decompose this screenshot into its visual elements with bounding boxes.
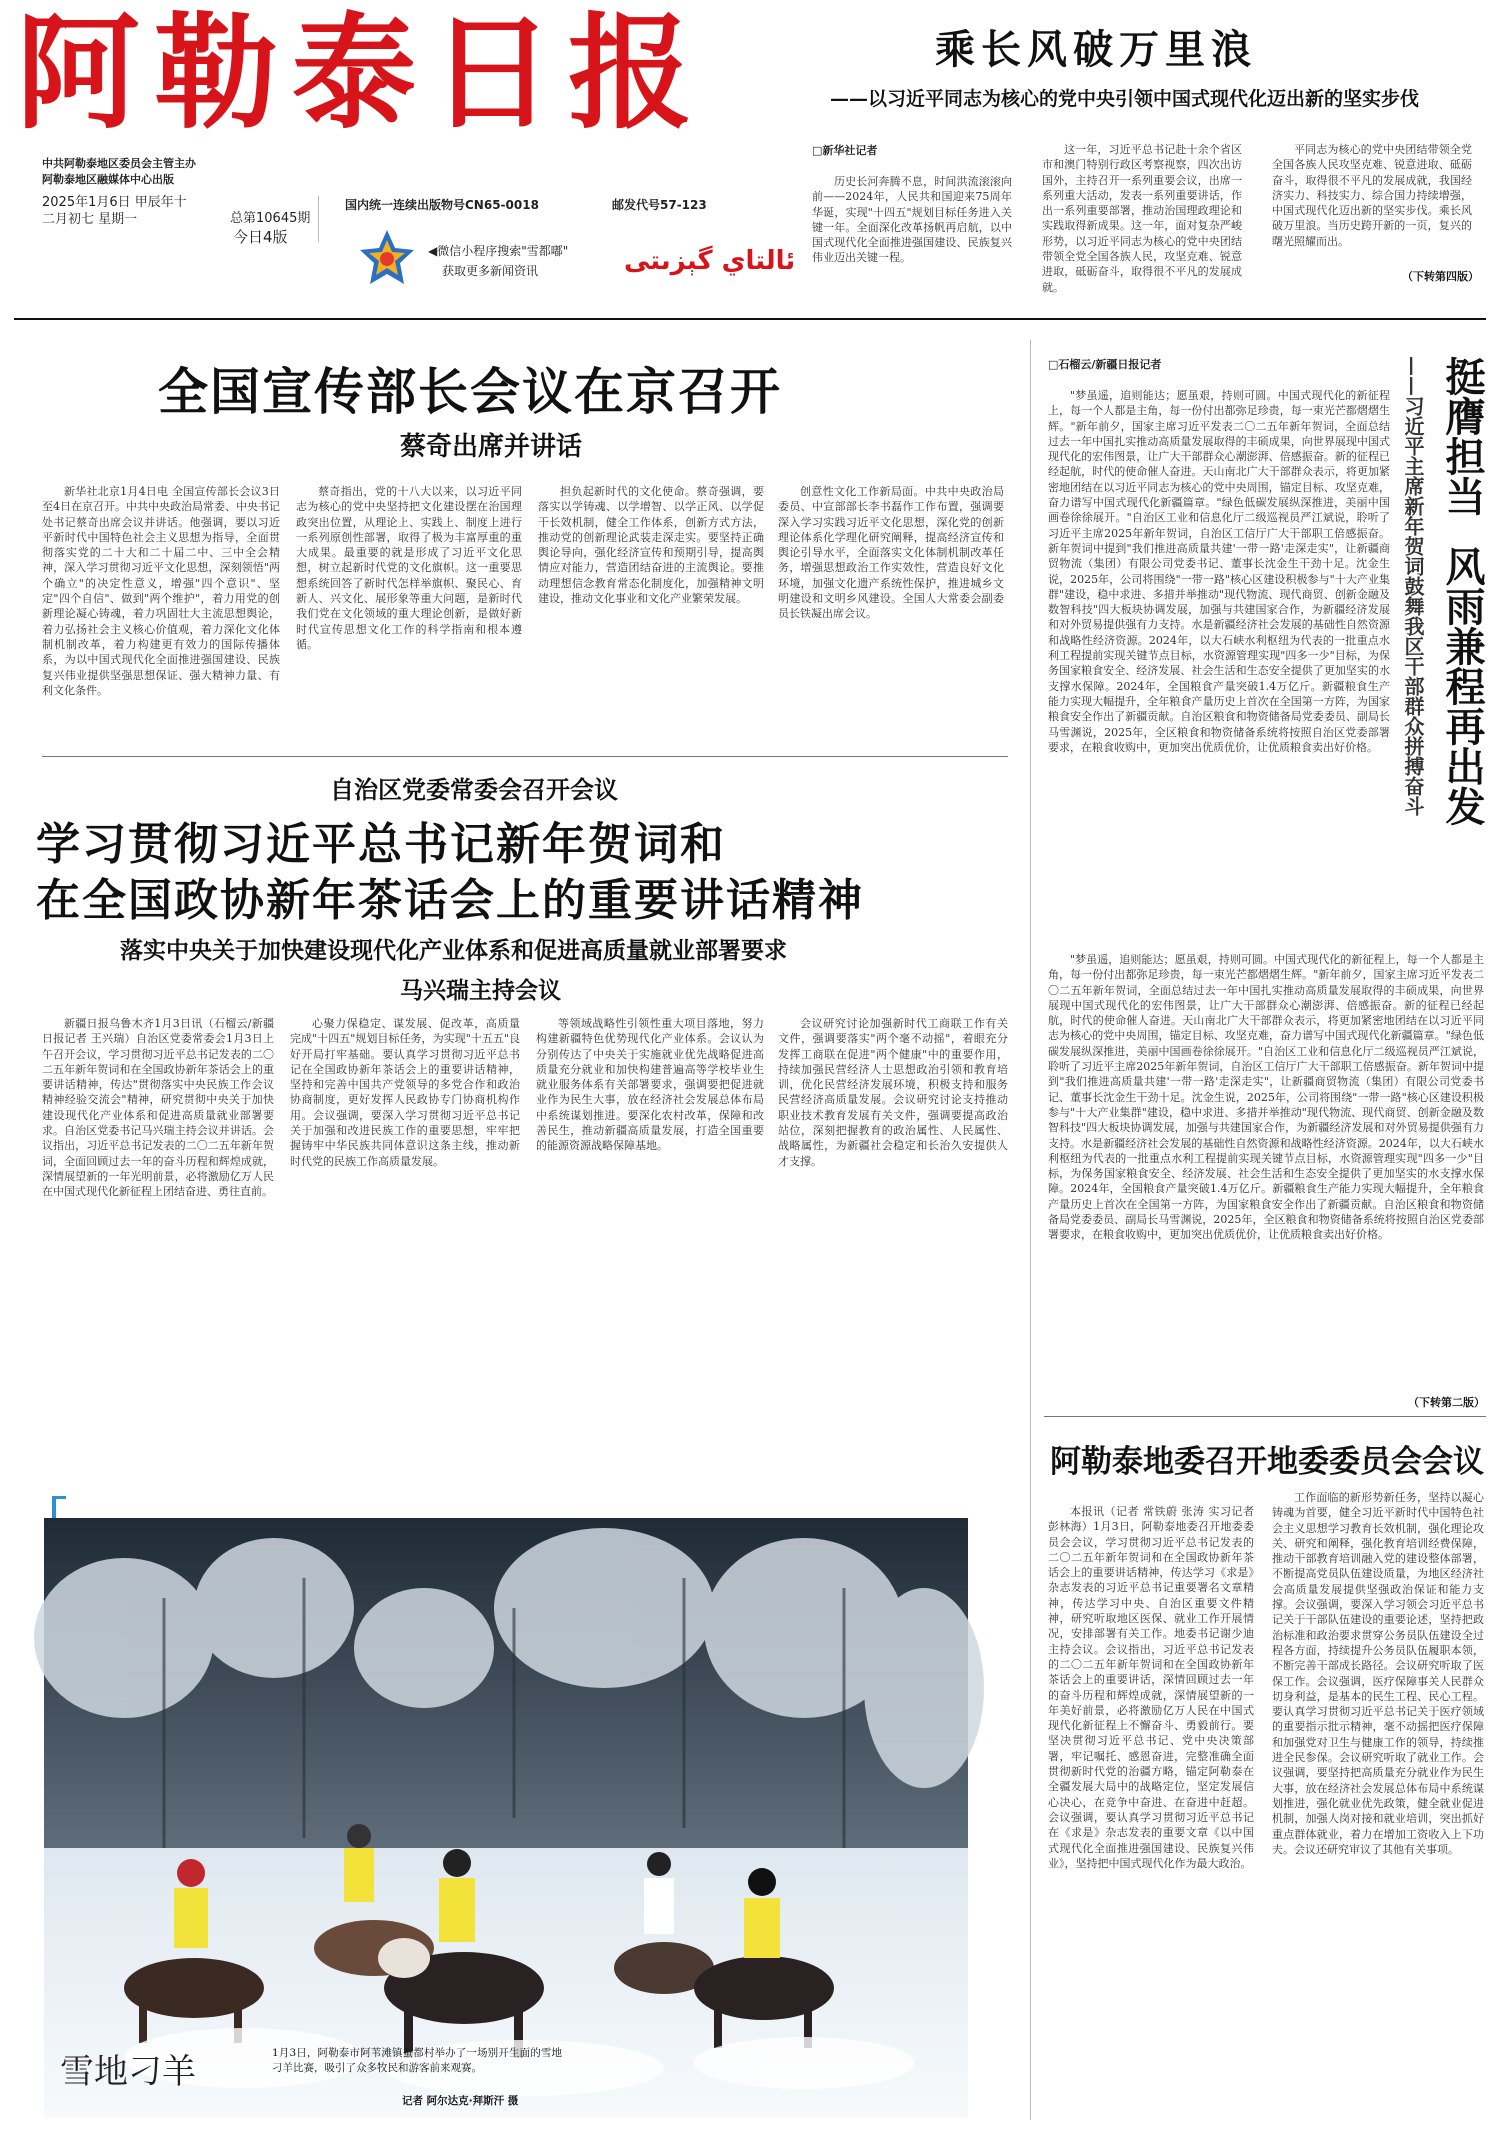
story1-col2: 蔡奇指出，党的十八大以来，以习近平同志为核心的党中央坚持把文化建设摆在治国理政突出位置，从理论上、实践上、制度上进行一系列原创性部署，取得了极为丰富厚重的重大成果。最重要的就是形成了习近平文化思想，树立起新时代党的文化旗帜。这一重要思想系统回答了新时代怎样举旗帜、聚民心、育新人、兴文化、展形象等重大问题，是新时代我们党在文化领域的重大理论创新，是做好新时代宣传思想文化工作的科学指南和根本遵循。	[296, 485, 522, 651]
masthead-title: 阿勒泰日报	[16, 1, 707, 146]
issue-number: 总第10645期	[230, 211, 311, 226]
story3-headline: 阿勒泰地委召开地委委员会会议	[1050, 1444, 1484, 1480]
top-story-continued: （下转第四版）	[1402, 270, 1479, 283]
top-story-col2: 这一年，习近平总书记赴十余个省区市和澳门特别行政区考察视察，四次出访国外，主持召开一系列重要会议，出席一系列重大活动，发表一系列重要讲话，作出一系列重要部署，推动治国理政理论和实践取得新成果。这一年，面对复杂严峻形势，以习近平同志为核心的党中央团结带领全党全国各族人民，攻坚克难、锐意进取，砥砺奋斗，取得很不平凡的发展成就。	[1042, 143, 1242, 294]
story3-rule	[1044, 1416, 1486, 1417]
right-story-byline: □石榴云/新疆日报记者	[1048, 358, 1162, 371]
story1-col4: 创意性文化工作新局面。中共中央政治局委员、中宣部部长李书磊作工作布置，强调要深入学习实践习近平文化思想，深化党的创新理论体系化学理化研究阐释，提高经济宣传和舆论引导水平，全面落实文化体制机制改革任务，增强思想政治工作实效性，营造良好文化环境，加强文化遗产系统性保护，推进城乡文明建设和文明乡风建设。全国人大常委会副委员长铁凝出席会议。	[778, 485, 1004, 621]
photo-title: 雪地刁羊	[60, 2052, 196, 2092]
top-story-col3: 平同志为核心的党中央团结带领全党全国各族人民攻坚克难、锐意进取、砥砺奋斗，取得很不平凡的发展成就，我国经济实力、科技实力、综合国力持续增强，中国式现代化迈出新的坚实步伐。乘长风破万里浪。当历史跨开新的一页，复兴的曙光照耀而出。	[1272, 143, 1472, 248]
uyghur-title: ئالتاي گېزىتى	[624, 246, 796, 276]
right-story-headline-1: 挺膺担当	[1439, 356, 1485, 516]
story1-subhead: 蔡奇出席并讲话	[400, 432, 583, 462]
story2-subhead2: 马兴瑞主持会议	[400, 978, 561, 1004]
top-story-byline: □新华社记者	[812, 144, 878, 157]
media-logo-icon	[356, 228, 418, 290]
story2-col3: 等领域战略性引领性重大项目落地，努力构建新疆特色优势现代化产业体系。会议认为分别传达了中央关于实施就业优先战略促进高质量充分就业和加快构建普遍高等学校毕业生就业服务体系有关部署要求，强调要把促进就业作为民生大事，放在经济社会发展总体布局中系统谋划推进。要深化农村改革，保障和改善民生，推动新疆高质量发展，打造全国重要的能源资源战略保障基地。	[536, 1017, 764, 1153]
story1-col1: 新华社北京1月4日电 全国宣传部长会议3日至4日在京召开。中共中央政治局常委、中央书记处书记蔡奇出席会议并讲话。他强调，要以习近平新时代中国特色社会主义思想为指导，全面贯彻落实党的二十大和二十届二中、三中全会精神，深入学习贯彻习近平文化思想，深刻领悟"两个确立"的决定性意义，增强"四个意识"、坚定"四个自信"、做到"两个维护"，着力用党的创新理论凝心铸魂，着力巩固壮大主流思想舆论，着力弘扬社会主义核心价值观，着力深化文化体制机制改革，着力构建更有效力的国际传播体系，为以中国式现代化全面推进强国建设、民族复兴伟业提供坚强思想保证、强大精神力量、有利文化条件。	[42, 485, 280, 697]
story3-col1: 本报讯（记者 常铁蔚 张涛 实习记者 彭林海）1月3日，阿勒泰地委召开地委委员会会议，学习贯彻习近平总书记发表的二〇二五年新年贺词和在全国政协新年茶话会上的重要讲话精神，传达学习《求是》杂志发表的习近平总书记重要署名文章精神，传达学习中央、自治区重要文件精神，研究听取地区医保、就业工作开展情况，安排部署有关工作。地委书记谢少迪主持会议。会议指出，习近平总书记发表的二〇二五年新年贺词和在全国政协新年茶话会上的重要讲话，深情回顾过去一年的奋斗历程和辉煌成就，深情展望新的一年美好前景，必将激励亿万人民在中国式现代化新征程上不懈奋斗、勇毅前行。要坚决贯彻习近平总书记、党中央决策部署，牢记嘱托、感恩奋进，完整准确全面贯彻新时代党的治疆方略，锚定阿勒泰在全疆发展大局中的战略定位，坚定发展信心决心，在竞争中奋进、在奋进中赶超。会议强调，要认真学习贯彻习近平总书记在《求是》杂志发表的重要文章《以中国式现代化全面推进强国建设、民族复兴伟业》，坚持把中国式现代化作为最大政治。	[1048, 1505, 1254, 1870]
story3-col2: 工作面临的新形势新任务，坚持以凝心铸魂为首要，健全习近平新时代中国特色社会主义思想学习教育长效机制，强化理论攻关、研究和阐释，强化教育培训经费保障，推动干部教育培训融入党的建设整体部署，不断提高党员队伍建设质量，为地区经济社会高质量发展提供坚强政治保证和能力支撑。会议强调，要深入学习领会习近平总书记关于干部队伍建设的重要论述，坚持把政治标准和政治要求贯穿公务员队伍建设全过程各方面，持续提升公务员队伍履职本领，不断完善干部成长路径。会议研究听取了医保工作。会议强调，医疗保障事关人民群众切身利益，是基本的民生工程、民心工程。要认真学习贯彻习近平总书记关于医疗领域的重要指示批示精神，毫不动摇把医疗保障和加强党对卫生与健康工作的领导，持续推进全民参保。会议研究听取了就业工作。会议强调，要坚持把高质量充分就业作为民生大事，放在经济社会发展总体布局中系统谋划推进，强化就业优先政策，健全就业促进机制，加强人岗对接和就业培训，突出抓好重点群体就业，着力在增加工资收入上下功夫。会议还研究审议了其他有关事项。	[1272, 1491, 1484, 1856]
story2-kicker: 自治区党委常委会召开会议	[330, 776, 618, 804]
story2-rule	[42, 756, 1008, 757]
right-story-subhead: ——习近平主席新年贺词鼓舞我区干部群众拼搏奋斗	[1401, 356, 1425, 816]
story2-col1: 新疆日报乌鲁木齐1月3日讯（石榴云/新疆日报记者 王兴瑞）自治区党委常委会1月3日上午召开会议，学习贯彻习近平总书记发表的二〇二五年新年贺词和在全国政协新年茶话会上的重要讲话精神，传达"贯彻落实中央民族工作会议精神经验交流会"精神，研究贯彻中央关于加快建设现代化产业体系和促进高质量就业部署要求。自治区党委书记马兴瑞主持会议并讲话。会议指出，习近平总书记发表的二〇二五年新年贺词，全面回顾过去一年的奋斗历程和辉煌成就，深情展望新的一年光明前景，必将激励亿万人民在中国式现代化新征程上团结奋进、勇往直前。	[42, 1017, 274, 1199]
right-story-headline-2: 风雨兼程再出发	[1439, 546, 1485, 826]
postal-code: 邮发代号57-123	[612, 198, 707, 212]
photo-caption: 1月3日，阿勒泰市阿苇滩镇蚕都村举办了一场别开生面的雪地刁羊比赛，吸引了众多牧民和游客前来观赛。	[272, 2047, 562, 2074]
story2-col4: 会议研究讨论加强新时代工商联工作有关文件，强调要落实"两个毫不动摇"，着眼充分发挥工商联在促进"两个健康"中的重要作用，持续加强民营经济人士思想政治引领和教育培训，优化民营经济发展环境，积极支持和服务民营经济高质量发展。会议研究讨论支持推动职业技术教育发展有关文件，强调要提高政治站位，深刻把握教育的政治属性、人民属性、战略属性，为新疆社会稳定和长治久安提供人才支撑。	[778, 1017, 1008, 1168]
top-story-subhead: ——以习近平同志为核心的党中央引领中国式现代化迈出新的坚实步伐	[830, 88, 1420, 110]
column-divider	[1030, 340, 1031, 2120]
issue-date: 2025年1月6日 甲辰年十二月初七 星期一	[42, 195, 187, 227]
story1-col3: 担负起新时代的文化使命。蔡奇强调，要落实以学铸魂、以学增智、以学正风、以学促干长效机制，健全工作体系，创新方式方法，推动党的创新理论武装走深走实。要坚持正确舆论导向，强化经济宣传和预期引导，提高舆情应对能力，营造团结奋进的主流舆论。要推动理想信念教育常态化制度化，加强精神文明建设，推动文化事业和文化产业繁荣发展。	[538, 485, 764, 606]
sponsor-line-1: 中共阿勒泰地区委员会主管主办	[42, 157, 196, 170]
sponsor-line-2: 阿勒泰地区融媒体中心出版	[42, 173, 174, 186]
top-story-col1: 历史长河奔腾不息，时间洪流滚滚向前——2024年，人民共和国迎来75周年华诞，实现"十四五"规划目标任务进入关键一年。全面深化改革扬帆再启航，以中国式现代化全面推进强国建设、民族复兴伟业迈出关键一程。	[812, 175, 1012, 265]
right-story-body-bottom: "梦虽遥，追则能达；愿虽艰，持则可圆。中国式现代化的新征程上，每一个人都是主角，每一份付出都弥足珍贵，每一束光芒都熠熠生辉。"新年前夕，国家主席习近平发表二〇二五年新年贺词，全面总结过去一年中国扎实推动高质量发展取得的丰硕成果，向世界展现中国式现代化的宏伟图景，让广大干部群众心潮澎湃、倍感振奋。新的征程已经起航，时代的使命催人奋进。天山南北广大干部群众表示，将更加紧密地团结在以习近平同志为核心的党中央周围，锚定目标、攻坚克难，奋力谱写中国式现代化新疆篇章。"绿色低碳发展纵深推进，美丽中国画卷徐徐展开。"自治区工业和信息化厅二级巡视员严江斌说，聆听了习近平主席2025年新年贺词，自治区工信厅广大干部职工倍感振奋。新年贺词中提到"我们推进高质量共建'一带一路'走深走实"，让新疆商贸物流（集团）有限公司党委书记、董事长沈金生干劲十足。沈金生说，2025年，公司将围绕"一带一路"核心区建设积极参与"十大产业集群"建设，稳中求进、多措并举推动"现代物流、现代商贸、创新金融及数智科技"四大板块协调发展，加强与共建国家合作，为新疆经济发展和对外贸易提供强有力支持。水是新疆经济社会发展的基础性自然资源和战略性经济资源。2024年，以大石峡水利枢纽为代表的一批重点水利工程提前实现关键节点目标，水资源管理实现"四多一少"目标，为保务国家粮食安全、经济发展、社会生活和生态安全提供了更加坚实的水支撑水保障。2024年，全国粮食产量突破1.4万亿斤。新疆粮食生产能力实现大幅提升，全年粮食产量历史上首次在全国第一方阵，为国家粮食安全作出了新疆贡献。自治区粮食和物资储备局党委委员、副局长马雪渊说，2025年，全区粮食和物资储备系统将按照自治区党委部署要求，在粮食收购中，更加突出优质优价，让优质粮食卖出好价格。	[1048, 953, 1484, 1242]
masthead-rule	[14, 318, 1486, 320]
right-story-continued: （下转第二版）	[1408, 1396, 1485, 1409]
wechat-prompt: ◀微信小程序搜索"雪都嘟"	[428, 244, 569, 258]
top-story-headline: 乘长风破万里浪	[935, 27, 1257, 73]
photo-frame-top	[52, 1496, 66, 1499]
cn-number: 国内统一连续出版物号CN65-0018	[345, 198, 539, 212]
story2-subhead1: 落实中央关于加快建设现代化产业体系和促进高质量就业部署要求	[120, 938, 787, 964]
photo-credit: 记者 阿尔达克·拜斯汗 摄	[402, 2095, 519, 2107]
story2-headline-line1: 学习贯彻习近平总书记新年贺词和	[36, 819, 726, 870]
story1-headline: 全国宣传部长会议在京召开	[158, 363, 782, 421]
page-count: 今日4版	[233, 228, 288, 246]
right-story-body-top: "梦虽遥，追则能达；愿虽艰，持则可圆。中国式现代化的新征程上，每一个人都是主角，每一份付出都弥足珍贵，每一束光芒都熠熠生辉。"新年前夕，国家主席习近平发表二〇二五年新年贺词，全面总结过去一年中国扎实推动高质量发展取得的丰硕成果，向世界展现中国式现代化的宏伟图景，让广大干部群众心潮澎湃、倍感振奋。新的征程已经起航，时代的使命催人奋进。天山南北广大干部群众表示，将更加紧密地团结在以习近平同志为核心的党中央周围，锚定目标、攻坚克难，奋力谱写中国式现代化新疆篇章。"绿色低碳发展纵深推进，美丽中国画卷徐徐展开。"自治区工业和信息化厅二级巡视员严江斌说，聆听了习近平主席2025年新年贺词，自治区工信厅广大干部职工倍感振奋。新年贺词中提到"我们推进高质量共建'一带一路'走深走实"，让新疆商贸物流（集团）有限公司党委书记、董事长沈金生干劲十足。沈金生说，2025年，公司将围绕"一带一路"核心区建设积极参与"十大产业集群"建设，稳中求进、多措并举推动"现代物流、现代商贸、创新金融及数智科技"四大板块协调发展，加强与共建国家合作，为新疆经济发展和对外贸易提供强有力支持。水是新疆经济社会发展的基础性自然资源和战略性经济资源。2024年，以大石峡水利枢纽为代表的一批重点水利工程提前实现关键节点目标，水资源管理实现"四多一少"目标，为保务国家粮食安全、经济发展、社会生活和生态安全提供了更加坚实的水支撑水保障。2024年，全国粮食产量突破1.4万亿斤。新疆粮食生产能力实现大幅提升，全年粮食产量历史上首次在全国第一方阵，为国家粮食安全作出了新疆贡献。自治区粮食和物资储备局党委委员、副局长马雪渊说，2025年，全区粮食和物资储备系统将按照自治区党委部署要求，在粮食收购中，更加突出优质优价，让优质粮食卖出好价格。	[1048, 389, 1390, 754]
photo-snow-horseback	[44, 1518, 968, 2118]
story2-col2: 心聚力保稳定、谋发展、促改革，高质量完成"十四五"规划目标任务，为实现"十五五"良好开局打牢基础。要认真学习贯彻习近平总书记在全国政协新年茶话会上的重要讲话精神，坚持和完善中国共产党领导的多党合作和政治协商制度，更好发挥人民政协专门协商机构作用。会议强调，要深入学习贯彻习近平总书记关于加强和改进民族工作的重要思想，牢牢把握铸牢中华民族共同体意识这条主线，推动新时代党的民族工作高质量发展。	[290, 1017, 520, 1168]
wechat-subtext: 获取更多新闻资讯	[442, 264, 539, 278]
story2-headline-line2: 在全国政协新年茶话会上的重要讲话精神	[36, 875, 864, 926]
